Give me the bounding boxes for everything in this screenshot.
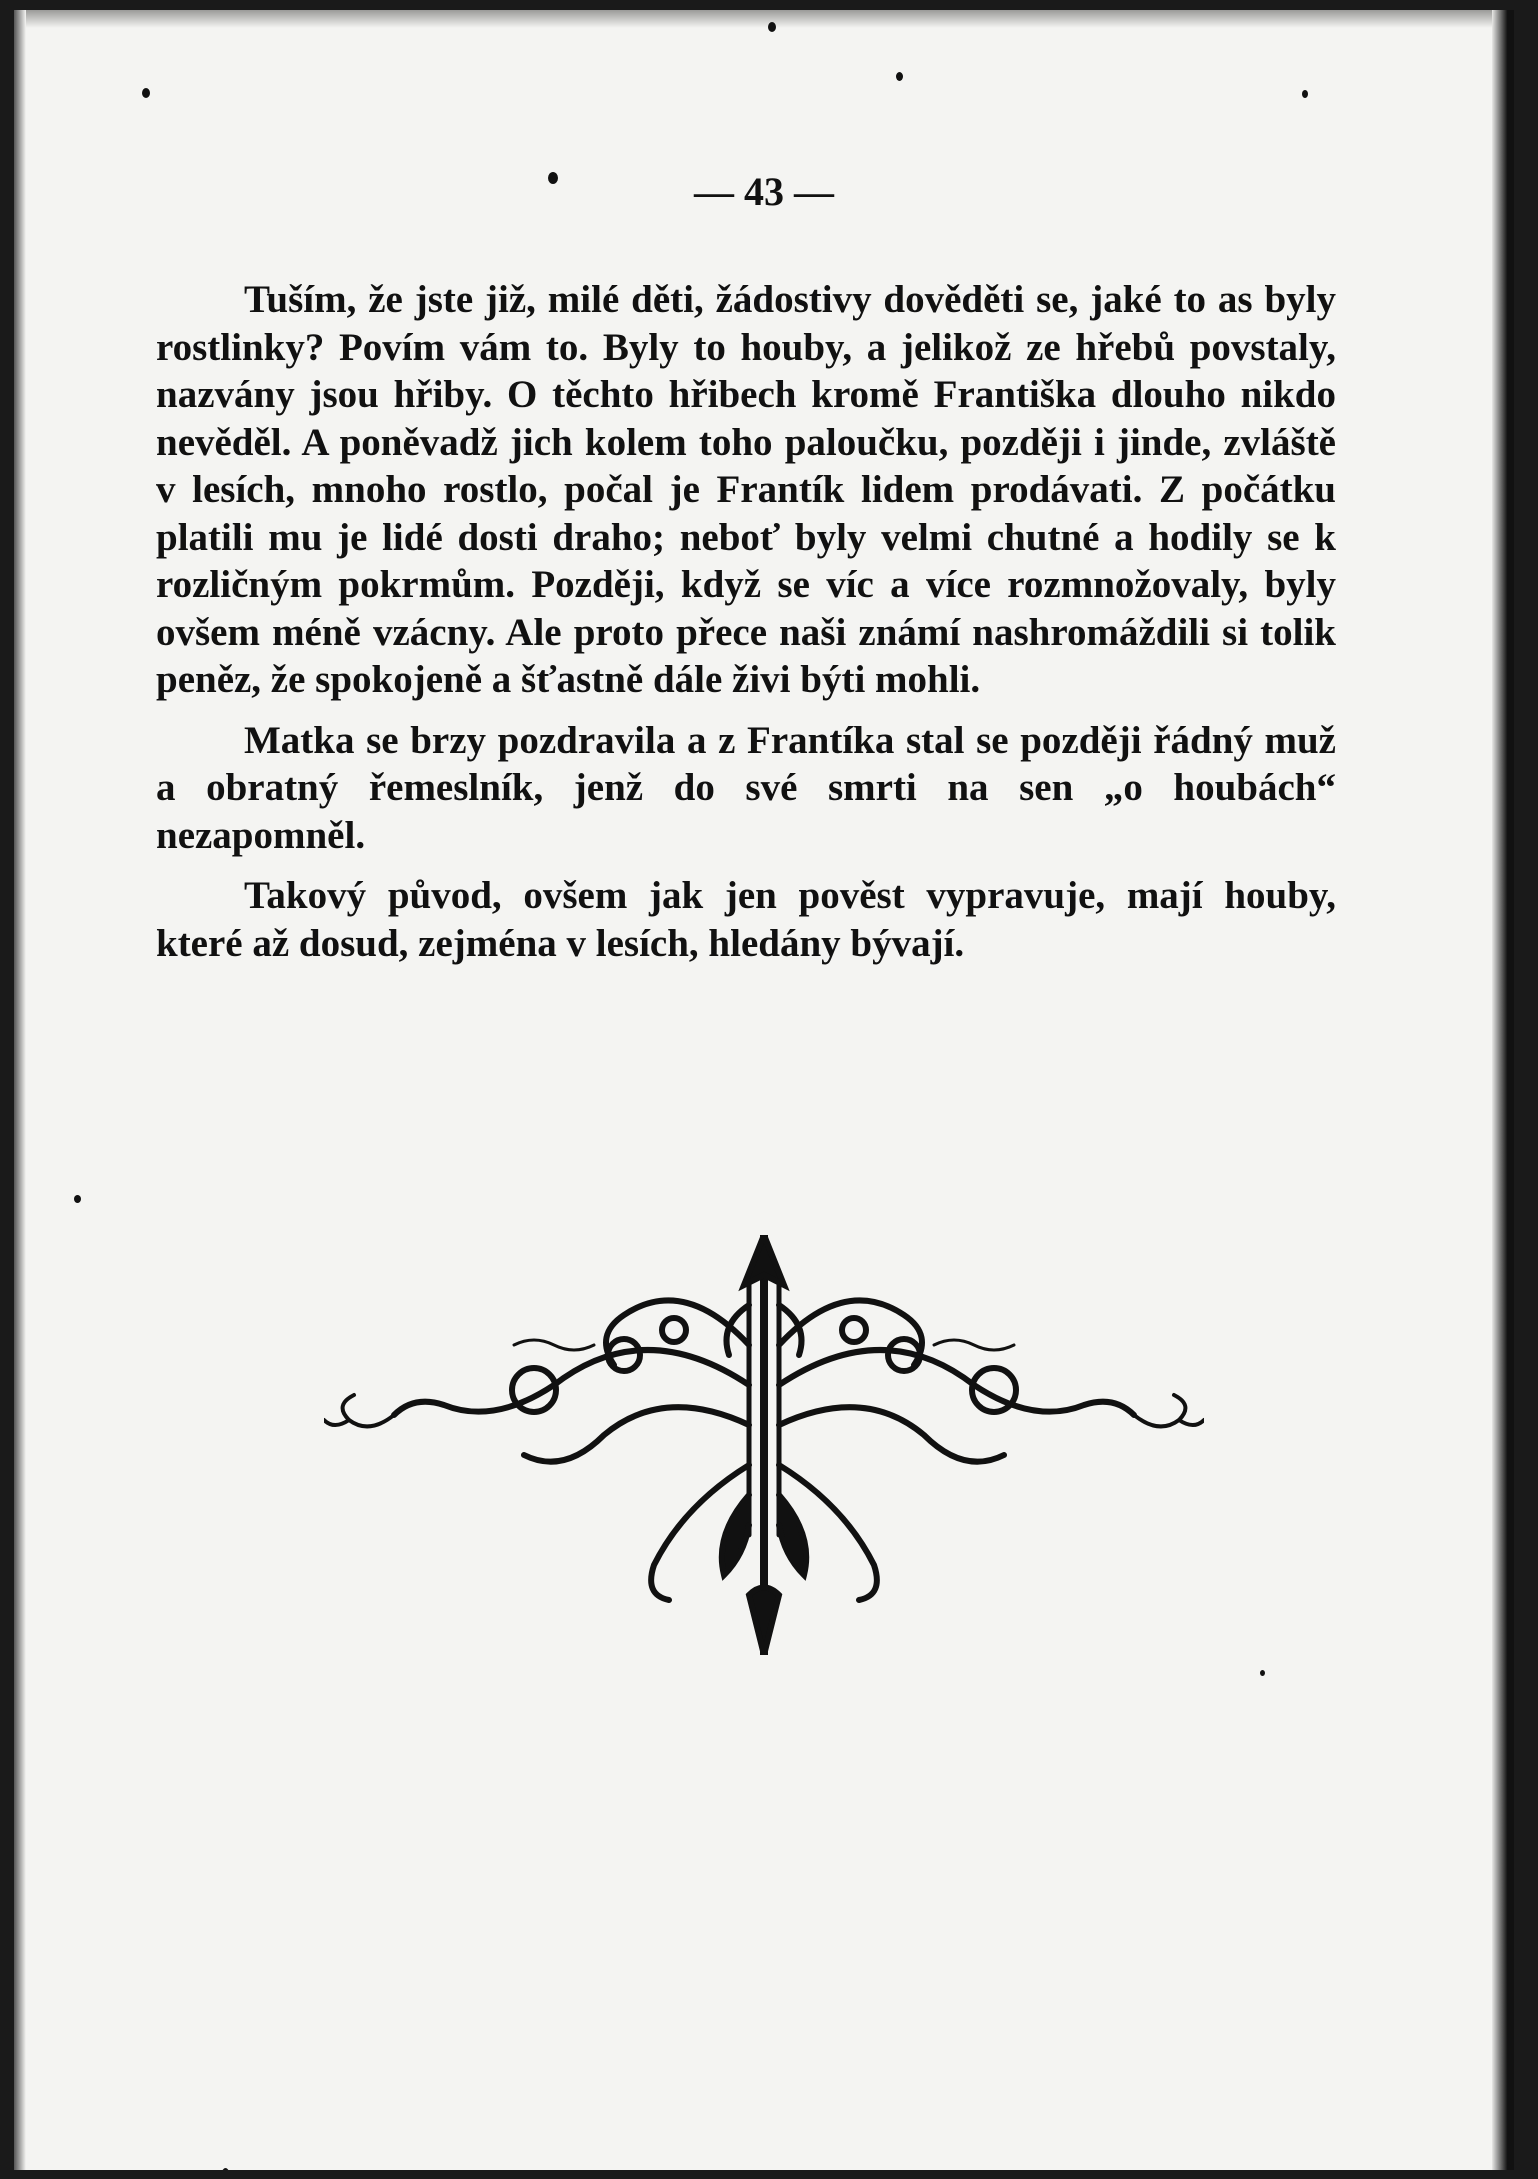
page-edge-left: [14, 10, 26, 2170]
scan-speck: [896, 72, 903, 81]
scan-speck: [1260, 1670, 1265, 1676]
scan-speck: [222, 2168, 229, 2170]
paragraph-2: Matka se brzy pozdravila a z Frantíka stal se později řádný muž a obratný řemeslník, jenž do své smrti na sen „o houbách“ nezapomněl.: [156, 718, 1336, 857]
paragraph-1: Tuším, že jste již, milé děti, žádostivy dověděti se, jaké to as byly rostlinky? Povím vám to. Byly to houby, a jelikož ze hřebů povstaly, nazvány jsou hřiby. O těchto hřibech kromě Františka dlouho nikdo nevěděl. A poněvadž jich kolem toho paloučku, později i jinde, zvláště v lesích, mnoho rostlo, počal je Frantík lidem prodávati. Z počátku platili mu je lidé dosti draho; neboť byly velmi chutné a hodily se k rozličným pokrmům. Později, když se víc a více rozmnožovaly, byly ovšem méně vzácny. Ale proto přece naši známí nashromáždili si tolik peněz, že spokojeně a šťastně dále živi býti mohli.: [156, 278, 1336, 701]
scan-speck: [1302, 90, 1308, 98]
body-text: [156, 276, 1336, 967]
scanned-page: [14, 10, 1514, 2170]
page-edge-right: [1492, 10, 1514, 2170]
page-edge-top: [14, 10, 1514, 28]
ornament-vignette: [324, 1235, 1204, 1655]
scan-speck: [142, 88, 150, 98]
page-number: — 43 —: [694, 169, 834, 214]
scan-speck: [768, 22, 776, 32]
scan-speck: [74, 1195, 81, 1203]
paragraph-3: Takový původ, ovšem jak jen pověst vypravuje, mají houby, které až dosud, zejména v lesích, hledány bývají.: [156, 874, 1336, 965]
